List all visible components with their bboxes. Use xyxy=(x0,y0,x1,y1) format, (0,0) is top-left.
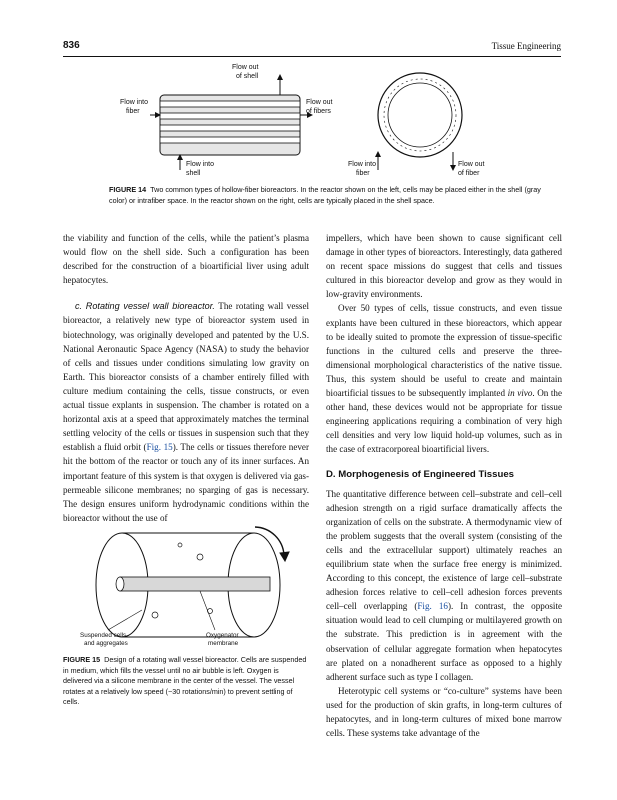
fig-16-link[interactable]: Fig. 16 xyxy=(417,601,448,612)
label-flow-out-fibers: Flow out xyxy=(306,99,333,106)
svg-text:of shell: of shell xyxy=(236,73,259,80)
label-flow-into-shell: Flow into xyxy=(186,161,215,168)
paragraph: c. Rotating vessel wall bioreactor. The rotating wall vessel bioreactor, a relatively new type of bioreactor system used in biotechnology, was originally developed and patented by the U.S. National Aeronautic Space Agency (NASA) to study the behavior of cells and tissues under conditions simulating low gravity on Earth. This bioreactor consists of a chamber entirely filled with culture medium containing the cells, tissue constructs, or even actual tissue explants in suspension. The chamber is rotated on a horizontal axis at a speed that approximately matches the terminal settling velocity of the cells or tissues in suspension such that they establish a fluid orbit (Fig. 15). The cells or tissues therefore never hit the bottom of the reactor or touch any of its inner surfaces. An important feature of this system is that oxygen is delivered via gas-permeable silicone membranes; no sparging of gas is necessary. The design ensures uniform hydrodynamic conditions within the bioreactor without the use of xyxy=(63,301,310,523)
figure-14-diagram xyxy=(120,60,500,185)
page-number: 836 xyxy=(63,40,80,51)
svg-text:shell: shell xyxy=(186,170,201,177)
label-flow-into-fiber-left: Flow into xyxy=(120,99,149,106)
figure-15-caption: FIGURE 15 Design of a rotating wall vessel bioreactor. Cells are suspended in medium, which fills the vessel until no air bubble is left. Oxygen is delivered via a silicone membrane in the center of the vessel. The vessel rotates at a relatively low speed (~30 rotations/min) to prevent settling of cells. xyxy=(63,655,307,706)
svg-text:fiber: fiber xyxy=(126,108,140,115)
label-flow-into-fiber-right: Flow into xyxy=(348,161,377,168)
svg-text:and aggregates: and aggregates xyxy=(84,640,128,647)
svg-text:of fibers: of fibers xyxy=(306,108,331,115)
figure-15-diagram xyxy=(60,515,310,655)
run-in-heading: c. Rotating vessel wall bioreactor. xyxy=(75,301,215,312)
svg-text:membrane: membrane xyxy=(208,640,239,647)
paragraph: The quantitative difference between cell–substrate and cell–cell adhesion strength on a rigid surface dramatically affects the organization of cells on the substrate. A thermodynamic view of the problem suggests that the overall system (consisting of the cells and the extracellular support) ultimately reaches an equilibrium state when the surface free energy is minimized. According to this concept, the existence of large cell–substrate adhesion forces relative to cell–cell adhesion forces prevents cell–cell overlapping (Fig. 16). In contrast, the opposite situation would lead to cell clumping or multilayered growth on the substrate. This prediction is in agreement with the observation of cellular aggregate formation when hepatocytes are plated on a nonadherent surface as opposed to a highly adherent surface such as type I collagen. xyxy=(326,488,563,682)
label-suspended-cells: Suspended cells xyxy=(80,632,127,639)
header-rule xyxy=(63,56,561,57)
label-flow-out-shell: Flow out xyxy=(232,64,259,71)
figure-14-caption: FIGURE 14 Two common types of hollow-fiber bioreactors. In the reactor shown on the left, cells may be placed either in the shell (gray color) or intrafiber space. In the reactor shown on the right, cells are typically placed in the shell space. xyxy=(109,185,541,205)
svg-text:fiber: fiber xyxy=(356,170,370,177)
paragraph: Over 50 types of cells, tissue constructs, and even tissue explants have been cultured in these bioreactors, which appear to be ideally suited to promote the expression of tissue-specific functions in the cultured cells and preserve the three-dimensional morphological characteristics of the native tissue. Thus, this system should be useful to create and maintain bioartificial tissues to be subsequently implanted in vivo. On the other hand, these devices would not be appropriate for tissue engineering applications requiring a combination of very high cell densities and very low liquid hold-up volumes, such as in the case of extracorporeal bioartificial livers. xyxy=(326,303,563,455)
paragraph: the viability and function of the cells, while the patient’s plasma would flow on the shell side. Such a configuration has been described for the construction of a bioartificial liver using adult hepatocytes. xyxy=(63,233,309,286)
fig-15-link[interactable]: Fig. 15 xyxy=(146,442,173,453)
label-flow-out-fiber-right: Flow out xyxy=(458,161,485,168)
label-oxygenator-membrane: Oxygenator xyxy=(206,632,239,639)
running-title: Tissue Engineering xyxy=(491,41,561,51)
right-column xyxy=(326,231,562,740)
paragraph: Heterotypic cell systems or “co-culture” systems have been used for the production of skin grafts, in long-term cultures of hepatocytes, and in long-term cultures of mixed bone marrow cells. These systems take advantage of the xyxy=(326,685,562,739)
section-heading: D. Morphogenesis of Engineered Tissues xyxy=(326,468,515,480)
paragraph: impellers, which have been shown to cause significant cell damage in other types of bioreactors. Interestingly, data gathered on recent space missions do suggest that cells and tissues cultured in this bioreactor develop and grow as they would in low-gravity environments. xyxy=(326,233,562,300)
svg-text:of fiber: of fiber xyxy=(458,170,480,177)
left-column xyxy=(63,231,309,525)
